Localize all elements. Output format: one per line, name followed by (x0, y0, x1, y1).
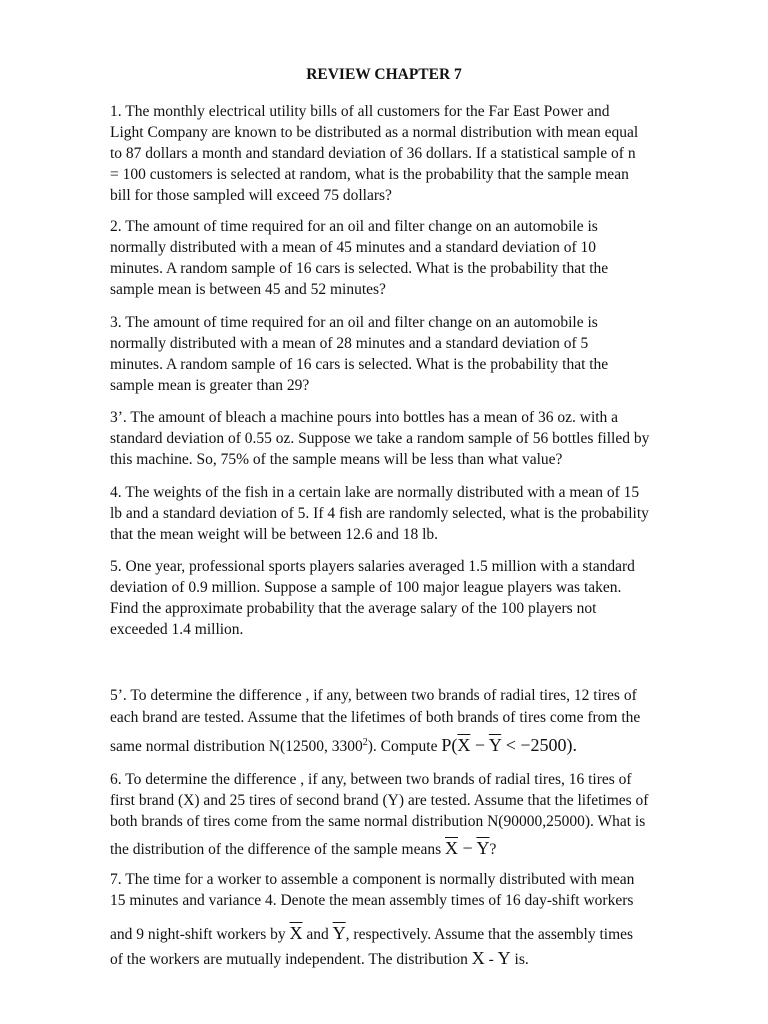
y-bar: $\overline{Y}$ (488, 735, 502, 756)
problem-4 (110, 482, 710, 545)
problem-7-line: 15 minutes and variance 4. Denote the mean assembly times of 16 day-shift workers (110, 892, 634, 909)
x-bar: $\overline{X}$ (457, 735, 471, 756)
problem-7-line: 7. The time for a worker to assemble a component is normally distributed with mean (110, 871, 635, 888)
problem-7-text: of the workers are mutually independent. The distribution (110, 951, 468, 968)
problem-4-line: lb and a standard deviation of 5. If 4 fish are randomly selected, what is the probability (110, 505, 649, 522)
problem-5-prime-line: each brand are tested. Assume that the lifetimes of both brands of tires come from the (110, 709, 641, 726)
problem-6-line (110, 838, 710, 860)
problem-5-line: deviation of 0.9 million. Suppose a sample of 100 major league players was taken. (110, 579, 622, 596)
problem-6-text: the distribution of the difference of the sample means (110, 841, 442, 858)
problem-2-line: 2. The amount of time required for an oil and filter change on an automobile is (110, 218, 598, 235)
page-title: REVIEW CHAPTER 7 (306, 66, 462, 83)
difference-expression (445, 838, 489, 858)
math-text: ? (489, 841, 497, 858)
problem-3-prime-line: this machine. So, 75% of the sample means will be less than what value? (110, 451, 563, 468)
problem-7-text: , respectively. Assume that the assembly times (345, 926, 634, 943)
problem-3-prime-line: 3’. The amount of bleach a machine pours into bottles has a mean of 36 oz. with a (110, 409, 619, 426)
x-bar: $\overline{X}$ (289, 923, 303, 943)
problem-5-prime-line: 5’. To determine the difference , if any, between two brands of radial tires, 12 tires of (110, 687, 637, 704)
problem-3-line: minutes. A random sample of 16 cars is selected. What is the probability that the (110, 356, 609, 373)
x-bar: $\overline{X}$ (445, 838, 459, 858)
problem-2 (110, 216, 710, 300)
problem-1 (110, 101, 710, 206)
problem-6 (110, 769, 710, 860)
problem-4-line: 4. The weights of the fish in a certain lake are normally distributed with a mean of 15 (110, 484, 640, 501)
problem-7-text: and 9 night-shift workers by (110, 926, 286, 943)
problem-3-line: 3. The amount of time required for an oil and filter change on an automobile is (110, 314, 598, 331)
problem-5-prime-text: same normal distribution N(12500, 3300 (110, 738, 363, 756)
problem-2-line: sample mean is between 45 and 52 minutes? (110, 281, 386, 298)
problem-5-prime-line (110, 732, 710, 758)
problem-6-line: first brand (X) and 25 tires of second brand (Y) are tested. Assume that the lifetimes of (110, 792, 649, 809)
problem-3 (110, 312, 710, 396)
problem-1-line: to 87 dollars a month and standard deviation of 36 dollars. If a statistical sample of n (110, 145, 636, 162)
problem-2-line: minutes. A random sample of 16 cars is selected. What is the probability that the (110, 260, 609, 277)
problem-1-line: Light Company are known to be distributed as a normal distribution with mean equal (110, 124, 639, 141)
problem-7-line (110, 923, 710, 945)
probability-expression (441, 735, 577, 755)
problem-5-line: 5. One year, professional sports players salaries averaged 1.5 million with a standard (110, 558, 635, 575)
x-symbol: X (471, 948, 485, 968)
math-text: − (470, 735, 489, 756)
problem-7 (110, 869, 710, 970)
problem-3-line: sample mean is greater than 29? (110, 377, 310, 394)
problem-7-text: and (306, 926, 329, 943)
problem-3-prime-line: standard deviation of 0.55 oz. Suppose we take a random sample of 56 bottles filled by (110, 430, 650, 447)
y-bar: $\overline{Y}$ (332, 923, 346, 943)
math-text: < −2500). (501, 735, 577, 756)
problem-6-line: 6. To determine the difference , if any, between two brands of radial tires, 16 tires of (110, 771, 632, 788)
math-text: P( (441, 735, 458, 756)
problem-7-text: is. (514, 951, 529, 968)
problem-2-line: normally distributed with a mean of 45 minutes and a standard deviation of 10 (110, 239, 596, 256)
problem-5-prime (110, 685, 710, 758)
y-symbol: Y (497, 948, 511, 968)
exponent: 2 (362, 737, 368, 748)
problem-5-line: Find the approximate probability that the average salary of the 100 players not (110, 600, 597, 617)
problem-5 (110, 556, 710, 640)
problem-4-line: that the mean weight will be between 12.6 and 18 lb. (110, 526, 438, 543)
math-text: - (484, 951, 498, 968)
problem-5-line: exceeded 1.4 million. (110, 621, 244, 638)
math-text: − (458, 838, 477, 858)
problem-6-line: both brands of tires come from the same normal distribution N(90000,25000). What is (110, 813, 646, 830)
problem-1-line: = 100 customers is selected at random, what is the probability that the sample mean (110, 166, 629, 183)
problem-3-line: normally distributed with a mean of 28 minutes and a standard deviation of 5 (110, 335, 589, 352)
problem-1-line: bill for those sampled will exceed 75 dollars? (110, 187, 392, 204)
problem-7-line (110, 948, 710, 970)
problem-1-line: 1. The monthly electrical utility bills of all customers for the Far East Power and (110, 103, 610, 120)
problem-3-prime (110, 407, 710, 470)
problem-5-prime-text: ). Compute (367, 738, 438, 756)
y-bar: $\overline{Y}$ (476, 838, 490, 858)
